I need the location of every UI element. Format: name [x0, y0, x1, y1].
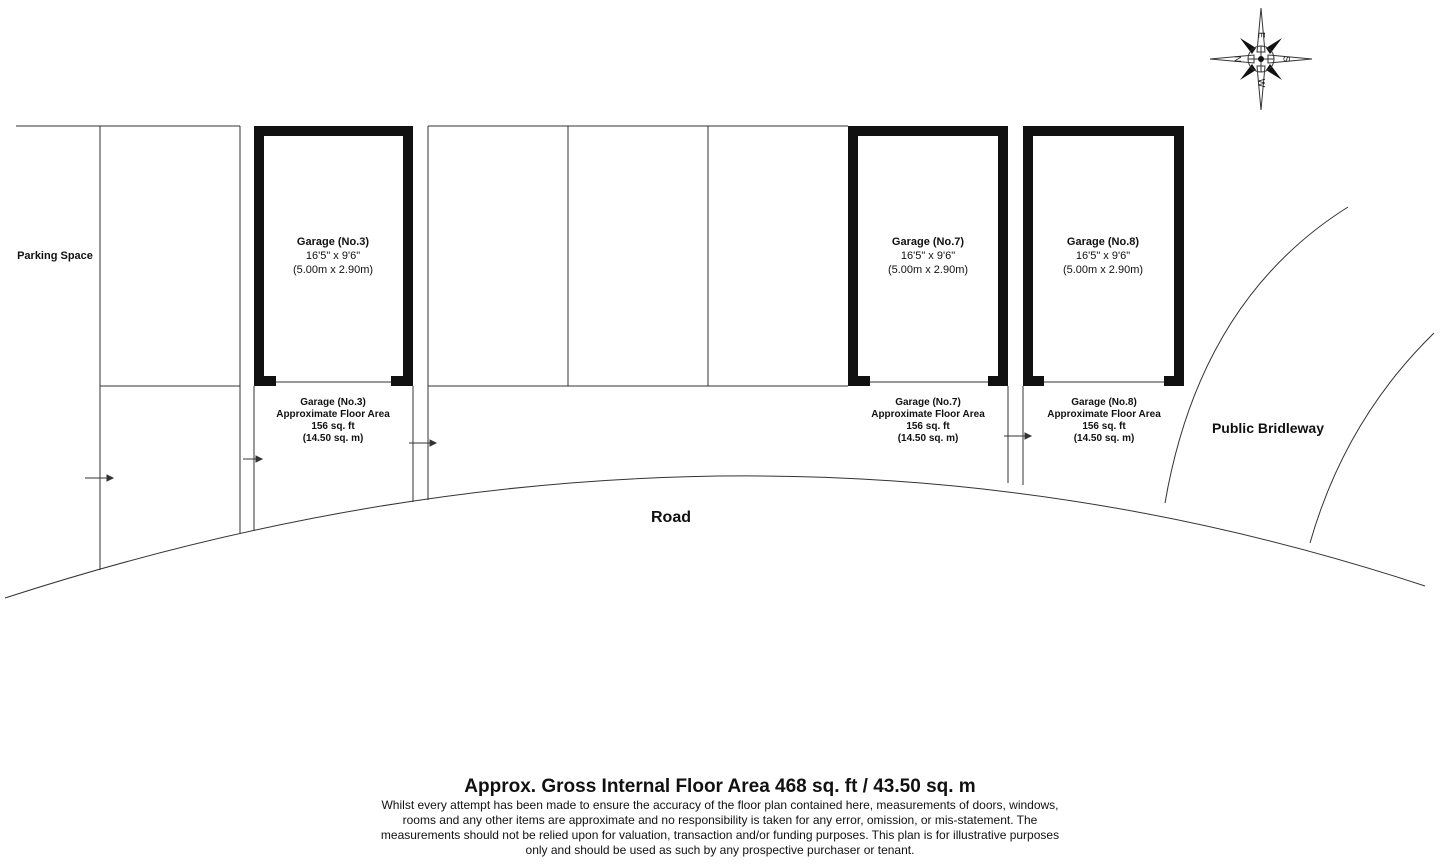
compass-nw-petal	[1240, 64, 1256, 80]
garage-no3-area-label	[238, 397, 428, 445]
garage-no8-area-sqm: (14.50 sq. m)	[1073, 433, 1135, 444]
garage-no3-room-label	[243, 235, 423, 277]
road-label: Road	[651, 509, 691, 526]
garage-no8-name: Garage (No.8)	[1066, 236, 1140, 248]
disclaimer-line-2: rooms and any other items are approximate and no responsibility is taken for any error, omission, or mis-statement. The	[402, 813, 1038, 827]
public-bridleway-label: Public Bridleway	[1211, 420, 1325, 436]
garage-no3-area-caption: Approximate Floor Area	[276, 409, 390, 420]
garage-no3-size-metric: (5.00m x 2.90m)	[292, 264, 374, 276]
compass-label-w: W	[1256, 78, 1267, 88]
garage-no7-area-label	[833, 397, 1023, 445]
garage-no3-size-imperial: 16'5" x 9'6"	[305, 250, 361, 262]
compass-label-s: S	[1281, 55, 1292, 63]
disclaimer	[350, 798, 1090, 858]
compass-east-point	[1257, 8, 1265, 52]
garage-no8-room-label	[1013, 235, 1193, 277]
compass-rose	[1210, 8, 1312, 110]
compass-label-e: E	[1256, 31, 1267, 39]
garage-no8-area-label	[1009, 397, 1199, 445]
compass-north-point	[1210, 55, 1254, 63]
compass-label-n: N	[1232, 55, 1243, 63]
garage-no7-room-label	[838, 235, 1018, 277]
compass-se-petal	[1266, 38, 1282, 54]
garage-no8-area-name: Garage (No.8)	[1071, 397, 1137, 408]
garage-no7-area-sqm: (14.50 sq. m)	[897, 433, 959, 444]
garage-no3-area-name: Garage (No.3)	[300, 397, 366, 408]
garage-no7-area-sqft: 156 sq. ft	[906, 421, 950, 432]
compass-center	[1258, 56, 1264, 62]
garage-no3-area-sqft: 156 sq. ft	[311, 421, 355, 432]
gross-floor-area-title: Approx. Gross Internal Floor Area 468 sq. ft / 43.50 sq. m	[464, 776, 976, 797]
garage-no3-area-sqm: (14.50 sq. m)	[302, 433, 364, 444]
garage-no7-size-imperial: 16'5" x 9'6"	[900, 250, 956, 262]
disclaimer-line-1: Whilst every attempt has been made to ensure the accuracy of the floor plan contained here, measurements of doors, windows,	[381, 798, 1059, 812]
garage-no7-size-metric: (5.00m x 2.90m)	[887, 264, 969, 276]
garage-no3-name: Garage (No.3)	[296, 236, 370, 248]
garage-no8-size-metric: (5.00m x 2.90m)	[1062, 264, 1144, 276]
garage-no8-area-caption: Approximate Floor Area	[1047, 409, 1161, 420]
garage-no7-area-name: Garage (No.7)	[895, 397, 961, 408]
garage-no7-name: Garage (No.7)	[891, 236, 965, 248]
disclaimer-line-3: measurements should not be relied upon for valuation, transaction and/or funding purposes. This plan is for illustrative purposes	[380, 828, 1060, 842]
garage-no8-area-sqft: 156 sq. ft	[1082, 421, 1126, 432]
parking-space-label: Parking Space	[17, 250, 93, 262]
garage-no7-area-caption: Approximate Floor Area	[871, 409, 985, 420]
garage-no8-size-imperial: 16'5" x 9'6"	[1075, 250, 1131, 262]
compass-west-point	[1257, 66, 1265, 110]
compass-sw-petal	[1266, 64, 1282, 80]
disclaimer-line-4: only and should be used as such by any prospective purchaser or tenant.	[525, 843, 915, 857]
compass-ne-petal	[1240, 38, 1256, 54]
